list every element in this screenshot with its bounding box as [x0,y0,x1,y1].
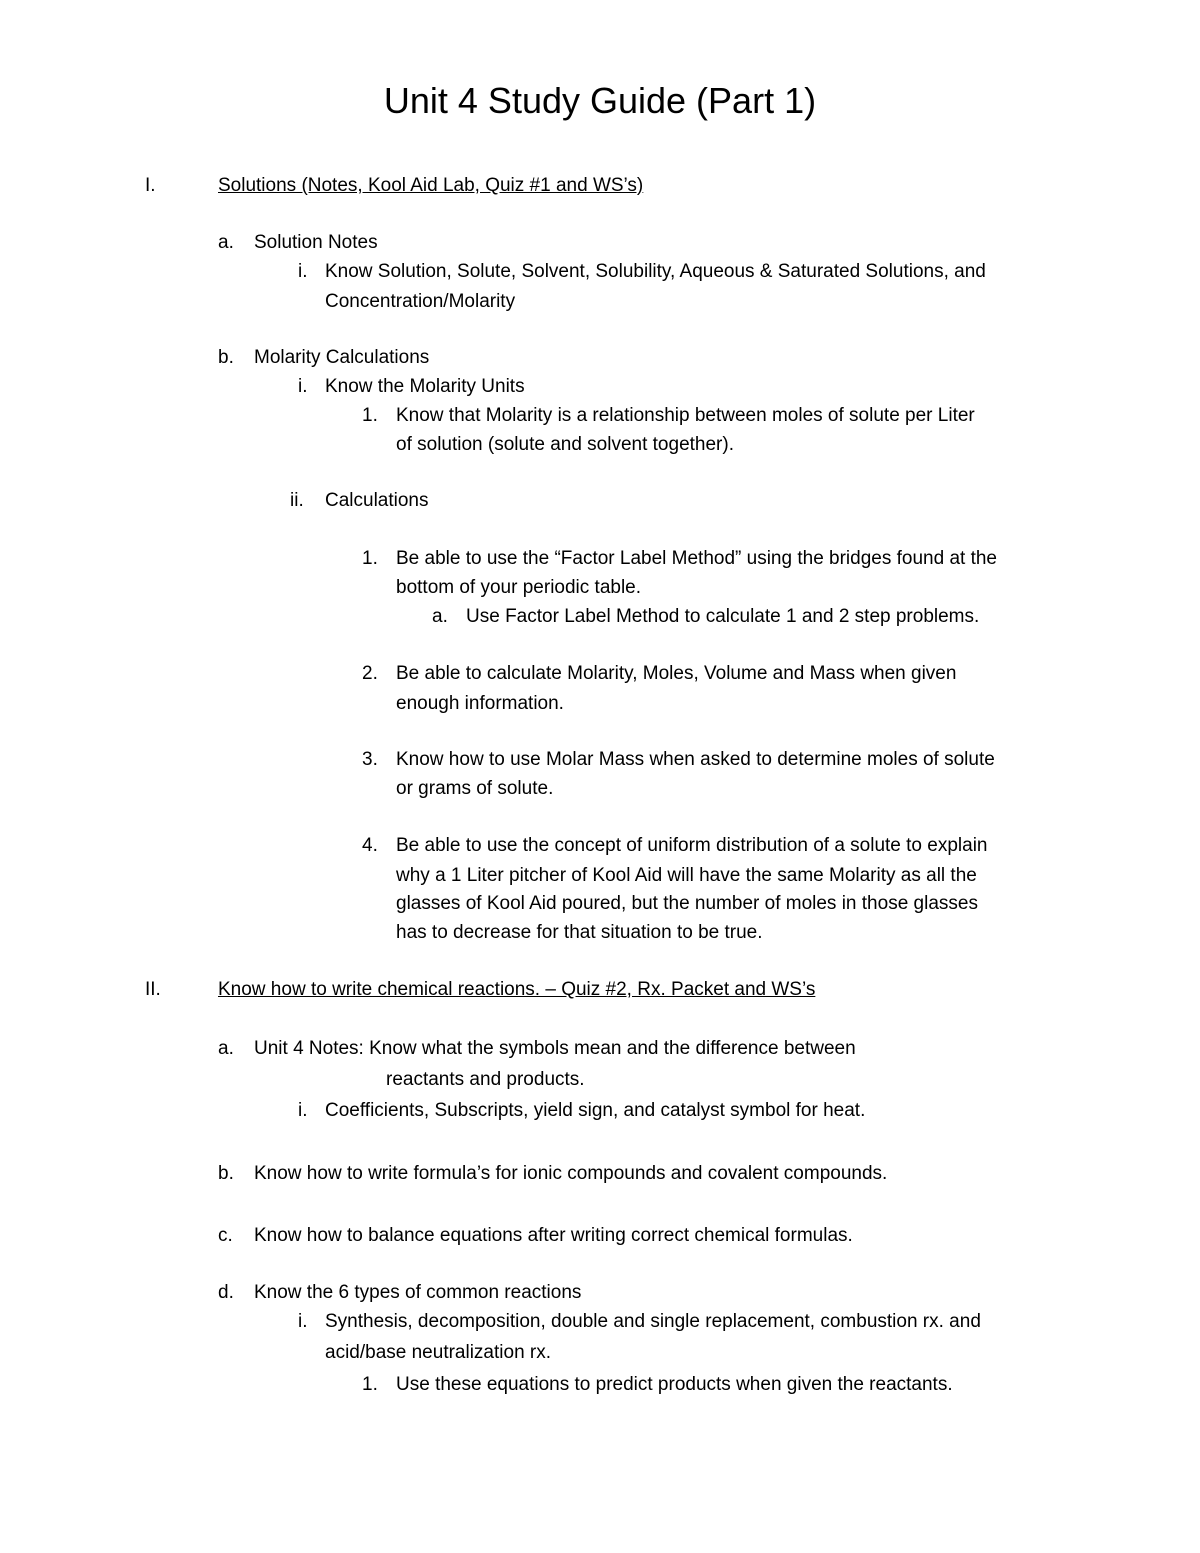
item-text: Be able to use the concept of uniform distribution of a solute to explain [396,835,988,856]
item-label: i. [298,376,308,397]
item-text: reactants and products. [386,1069,585,1090]
item-text: Synthesis, decomposition, double and single replacement, combustion rx. and [325,1311,981,1332]
item-text: Calculations [325,490,429,511]
item-label: 4. [362,835,378,856]
item-text: glasses of Kool Aid poured, but the number of moles in those glasses [396,893,978,914]
item-text: bottom of your periodic table. [396,577,642,598]
item-text: Know Solution, Solute, Solvent, Solubility, Aqueous & Saturated Solutions, and [325,261,986,282]
item-label: 3. [362,749,378,770]
item-text: Be able to use the “Factor Label Method” using the bridges found at the [396,548,997,569]
item-text: Molarity Calculations [254,347,430,368]
item-label: b. [218,347,234,368]
section-heading: Know how to write chemical reactions. – Quiz #2, Rx. Packet and WS’s [218,979,816,1000]
item-text: Know how to balance equations after writing correct chemical formulas. [254,1225,853,1246]
item-label: a. [218,232,234,253]
item-text: why a 1 Liter pitcher of Kool Aid will have the same Molarity as all the [396,865,977,886]
item-label: i. [298,261,308,282]
section-heading: Solutions (Notes, Kool Aid Lab, Quiz #1 and WS’s) [218,175,644,196]
item-label: 1. [362,405,378,426]
item-text: or grams of solute. [396,778,554,799]
item-label: c. [218,1225,233,1246]
item-text: Coefficients, Subscripts, yield sign, and catalyst symbol for heat. [325,1100,866,1121]
item-label: i. [298,1311,308,1332]
item-text: of solution (solute and solvent together). [396,434,734,455]
item-text: Know the Molarity Units [325,376,525,397]
item-label: 1. [362,548,378,569]
item-text: Use Factor Label Method to calculate 1 and 2 step problems. [466,606,980,627]
item-text: Know the 6 types of common reactions [254,1282,582,1303]
item-text: Unit 4 Notes: Know what the symbols mean and the difference between [254,1038,856,1059]
item-label: 2. [362,663,378,684]
section-number: II. [145,979,161,1000]
item-text: Concentration/Molarity [325,291,516,312]
item-label: b. [218,1163,234,1184]
item-label: i. [298,1100,308,1121]
item-text: Be able to calculate Molarity, Moles, Volume and Mass when given [396,663,957,684]
item-text: has to decrease for that situation to be true. [396,922,763,943]
item-text: Know how to write formula’s for ionic compounds and covalent compounds. [254,1163,888,1184]
item-label: a. [218,1038,234,1059]
item-label: d. [218,1282,234,1303]
item-text: acid/base neutralization rx. [325,1342,552,1363]
section-number: I. [145,175,156,196]
item-text: enough information. [396,693,564,714]
item-text: Solution Notes [254,232,378,253]
item-label: ii. [290,490,304,511]
item-text: Use these equations to predict products when given the reactants. [396,1374,953,1395]
item-text: Know that Molarity is a relationship between moles of solute per Liter [396,405,975,426]
item-label: a. [432,606,448,627]
item-label: 1. [362,1374,378,1395]
page-title: Unit 4 Study Guide (Part 1) [383,80,817,121]
item-text: Know how to use Molar Mass when asked to determine moles of solute [396,749,995,770]
